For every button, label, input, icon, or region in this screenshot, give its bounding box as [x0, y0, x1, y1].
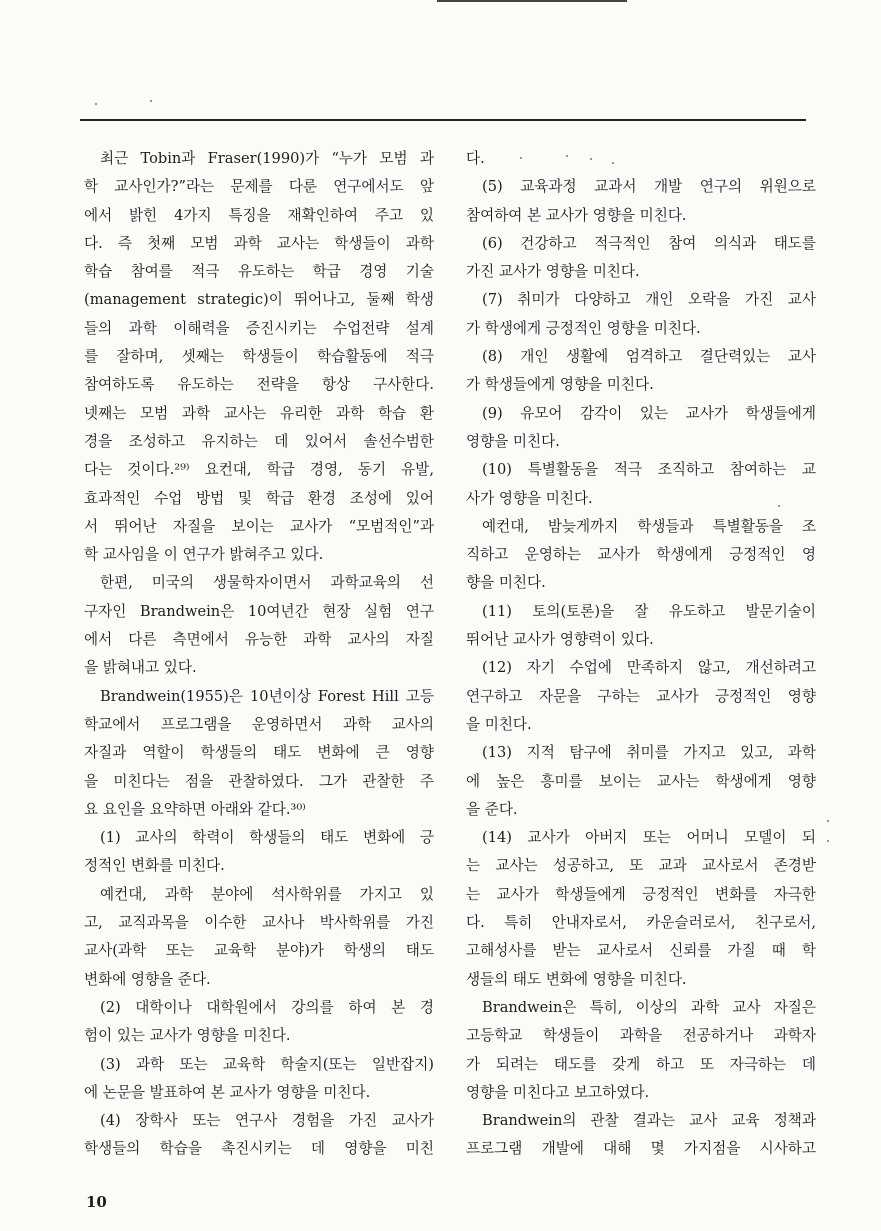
text-line: 향을 미친다. [466, 574, 546, 592]
text-line: 가진 교사가 영향을 미친다. [466, 263, 640, 281]
text-line: 한편, 미국의 생물학자이면서 과학교육의 선 [100, 574, 434, 592]
text-line: (6) 건강하고 적극적인 참여 의식과 태도를 [482, 234, 816, 252]
text-line: 들의 과학 이해력을 증진시키는 수업전략 설계 [84, 319, 434, 337]
text-line: 학 교사임을 이 연구가 밝혀주고 있다. [84, 546, 324, 564]
text-line: 가 학생들에게 영향을 미친다. [466, 376, 654, 394]
text-line: 교사(과학 또는 교육학 분야)가 학생의 태도 [84, 942, 434, 960]
text-line: 효과적인 수업 방법 및 학급 환경 조성에 있어 [84, 489, 434, 507]
text-line: 가 학생에게 긍정적인 영향을 미친다. [466, 319, 701, 337]
text-line: (7) 취미가 다양하고 개인 오락을 가진 교사 [482, 291, 816, 309]
text-line: 사가 영향을 미친다. [466, 489, 593, 507]
text-line: 학생들의 학습을 촉진시키는 데 영향을 미친 [84, 1140, 434, 1158]
text-line: 다는 것이다.²⁹⁾ 요컨대, 학급 경영, 동기 유발, [84, 461, 434, 479]
text-line: 다. 특히 안내자로서, 카운슬러로서, 친구로서, [466, 914, 816, 932]
text-line: 학 교사인가?”라는 문제를 다룬 연구에서도 앞 [84, 178, 434, 196]
scan-speck [827, 840, 829, 842]
text-line: (5) 교육과정 교과서 개발 연구의 위원으로 [482, 178, 816, 196]
text-line: 변화에 영향을 준다. [84, 970, 211, 988]
text-line: (1) 교사의 학력이 학생들의 태도 변화에 긍 [100, 829, 434, 847]
page-number: 10 [86, 1193, 107, 1211]
text-line: 다. 즉 첫째 모범 과학 교사는 학생들이 과학 [84, 234, 434, 252]
scan-speck [590, 158, 592, 160]
text-line: Brandwein은 특히, 이상의 과학 교사 자질은 [482, 998, 816, 1016]
text-line: 서 뛰어난 자질을 보이는 교사가 “모범적인”과 [84, 517, 434, 535]
text-line: 고, 교직과목을 이수한 교사나 박사학위를 가진 [84, 914, 434, 932]
scan-speck [827, 820, 829, 822]
text-line: (13) 지적 탐구에 취미를 가지고 있고, 과학 [482, 744, 816, 762]
text-line: 가 되려는 태도를 갖게 하고 또 자극하는 데 [466, 1055, 816, 1073]
text-line: 정적인 변화를 미친다. [84, 857, 225, 875]
text-line: 요 요인을 요약하면 아래와 같다.³⁰⁾ [84, 800, 306, 818]
text-line: 예컨대, 과학 분야에 석사학위를 가지고 있 [100, 885, 434, 903]
text-line: 영향을 미친다. [466, 432, 560, 450]
text-line: 참여하여 본 교사가 영향을 미친다. [466, 206, 687, 224]
left-column [84, 145, 434, 1164]
text-line: 고해성사를 받는 교사로서 신뢰를 가질 때 학 [466, 942, 816, 960]
scan-speck [612, 162, 614, 164]
text-line: 고등학교 학생들이 과학을 전공하거나 과학자 [466, 1027, 816, 1045]
text-line: 을 미친다는 점을 관찰하였다. 그가 관찰한 주 [84, 772, 434, 790]
scan-speck [520, 157, 522, 159]
text-line: 연구하고 자문을 구하는 교사가 긍정적인 영향 [466, 687, 816, 705]
text-line: (2) 대학이나 대학원에서 강의를 하여 본 경 [100, 998, 434, 1016]
text-line: 에서 밝힌 4가지 특징을 재확인하여 주고 있 [84, 206, 434, 224]
scan-speck [95, 103, 97, 105]
text-line: 을 미친다. [466, 715, 532, 733]
top-edge-mark [437, 0, 627, 2]
header-rule [80, 119, 806, 121]
scan-speck [150, 100, 152, 102]
text-line: 는 교사는 성공하고, 또 교과 교사로서 존경받 [466, 857, 816, 875]
text-line: (10) 특별활동을 적극 조직하고 참여하는 교 [482, 461, 816, 479]
scan-speck [566, 155, 568, 157]
text-line: 을 밝혀내고 있다. [84, 659, 197, 677]
text-line: 넷째는 모범 과학 교사는 유리한 과학 학습 환 [84, 404, 434, 422]
text-line: 다. [466, 150, 485, 167]
text-line: 구자인 Brandwein은 10여년간 현장 실험 연구 [84, 602, 434, 620]
text-line: 최근 Tobin과 Fraser(1990)가 “누가 모범 과 [100, 150, 434, 167]
text-line: 에 논문을 발표하여 본 교사가 영향을 미친다. [84, 1083, 371, 1101]
text-line: 는 교사가 학생들에게 긍정적인 변화를 자극한 [466, 885, 816, 903]
text-line: (14) 교사가 아버지 또는 어머니 모델이 되 [482, 829, 816, 847]
text-line: (11) 토의(토론)을 잘 유도하고 발문기술이 [482, 602, 816, 620]
text-line: 참여하도록 유도하는 전략을 항상 구사한다. [84, 376, 434, 394]
text-line: 생들의 태도 변화에 영향을 미친다. [466, 970, 687, 988]
text-line: (8) 개인 생활에 엄격하고 결단력있는 교사 [482, 348, 816, 366]
text-line: 프로그램 개발에 대해 몇 가지점을 시사하고 [466, 1140, 816, 1158]
text-line: Brandwein의 관찰 결과는 교사 교육 정책과 [482, 1112, 816, 1130]
text-line: 자질과 역할이 학생들의 태도 변화에 큰 영향 [84, 744, 434, 762]
text-line: (4) 장학사 또는 연구사 경험을 가진 교사가 [100, 1112, 434, 1130]
text-line: 험이 있는 교사가 영향을 미친다. [84, 1027, 291, 1045]
text-line: 에서 다른 측면에서 유능한 과학 교사의 자질 [84, 631, 434, 649]
text-line: Brandwein(1955)은 10년이상 Forest Hill 고등 [100, 687, 434, 705]
text-line: 을 준다. [466, 800, 518, 818]
text-line: 영향을 미친다고 보고하였다. [466, 1083, 650, 1101]
text-line: 직하고 운영하는 교사가 학생에게 긍정적인 영 [466, 546, 816, 564]
right-column [466, 145, 816, 1164]
text-line: 예컨대, 밤늦게까지 학생들과 특별활동을 조 [482, 517, 816, 535]
text-line: 학교에서 프로그램을 운영하면서 과학 교사의 [84, 715, 434, 733]
text-line: 경을 조성하고 유지하는 데 있어서 솔선수범한 [84, 432, 434, 450]
text-line: (9) 유모어 감각이 있는 교사가 학생들에게 [482, 404, 816, 422]
text-line: 에 높은 흥미를 보이는 교사는 학생에게 영향 [466, 772, 816, 790]
text-line: 학습 참여를 적극 유도하는 학급 경영 기술 [84, 263, 434, 281]
text-line: (management strategic)이 뛰어나고, 둘째 학생 [84, 291, 434, 309]
text-line: (3) 과학 또는 교육학 학술지(또는 일반잡지) [100, 1055, 434, 1073]
text-line: (12) 자기 수업에 만족하지 않고, 개선하려고 [482, 659, 816, 677]
scan-speck [778, 505, 780, 507]
text-line: 를 잘하며, 셋째는 학생들이 학습활동에 적극 [84, 348, 434, 366]
text-line: 뛰어난 교사가 영향력이 있다. [466, 631, 654, 649]
